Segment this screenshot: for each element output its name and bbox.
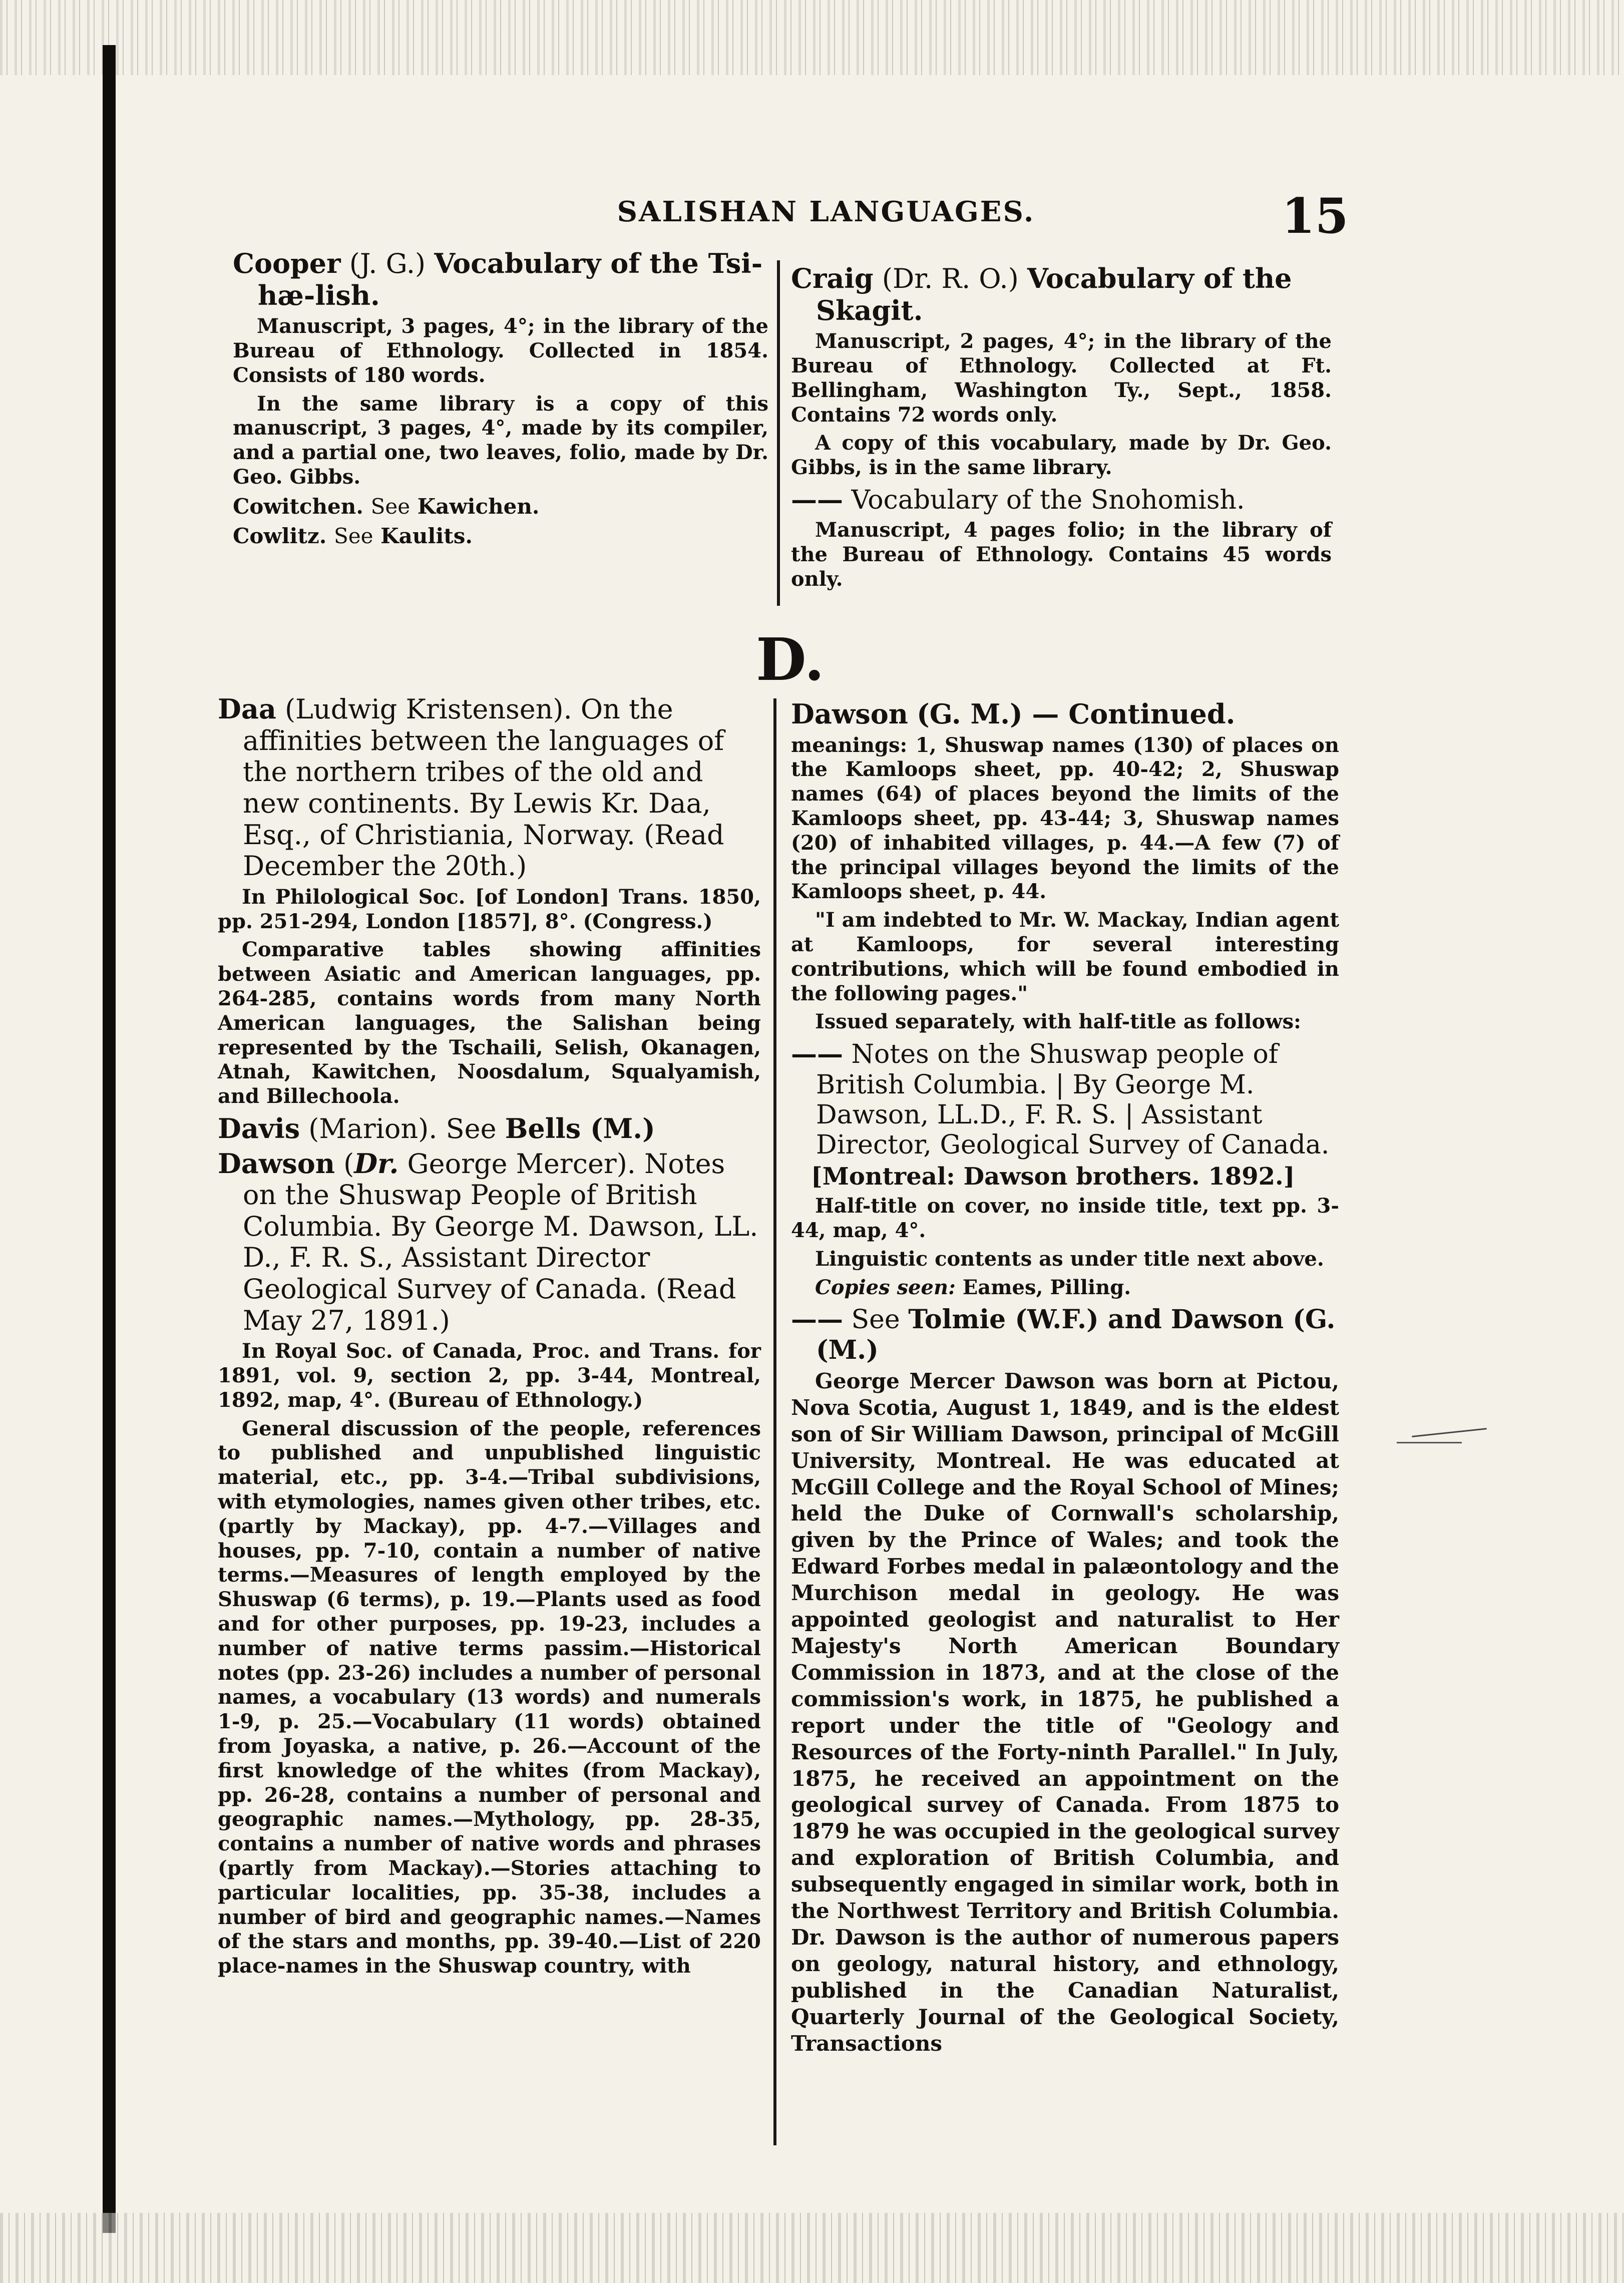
entry-note: Comparative tables showing affinities between Asiatic and American languages, pp. 264-285, contains words from many North American languages, the Salishan being represented by the Tschaili, Selish, Okanagen, Atnah, Kawitchen, Noosdalum, Squalyamish, and Billechoola. [218,938,761,1108]
entry-paren: ( [343,1148,354,1180]
copies-seen [791,1276,1339,1300]
imprint: [Montreal: Dawson brothers. 1892.] [811,1163,1295,1191]
xref-see: See [334,523,373,548]
xref-see: See [370,494,411,519]
copies-label: Copies seen: [815,1275,956,1299]
xref-target: Kawichen. [417,494,540,519]
entry-note: General discussion of the people, references to published and unpublished linguistic material, etc., pp. 3-4.—Tribal subdivisions, with etymologies, names given other tribes, etc. (partly by Mackay), pp. 4-7.—Villages and houses, pp. 7-10, contain a number of native terms.—Measures of length employed by the Shuswap (6 terms), p. 19.—Plants used as food and for other purposes, pp. 19-23, includes a number of native terms passim.—Historical notes (pp. 23-26) includes a number of personal names, a vocabulary (13 words) and numerals 1-9, p. 25.—Vocabulary (11 words) obtained from Joyaska, a native, p. 26.—Account of the first knowledge of the whites (from Mackay), pp. 26-28, contains a number of personal and geographic names.—Mythology, pp. 28-35, contains a number of native words and phrases (partly from Mackay).—Stories attaching to particular localities, pp. 35-38, includes a number of bird and geographic names.—Names of the stars and months, pp. 39-40.—List of 220 place-names in the Shuswap country, with [218,1416,761,1978]
entry-author: Davis [218,1112,300,1145]
entry-second-title: —— Vocabulary of the Snohomish. [791,485,1245,516]
section-letter: D. [756,626,825,694]
entry-author: Dawson [218,1147,335,1180]
continued-label: (G. M.) — Continued. [917,698,1236,730]
entry-dawson-continued [791,698,1339,730]
scan-mark [1397,1442,1462,1443]
cross-reference [233,495,768,519]
entry-note: Manuscript, 2 pages, 4°; in the library of the Bureau of Ethnology. Collected at Ft. Bellingham, Washington Ty., Sept., 1858. Contains 72 words only. [791,329,1332,427]
entry-author: Dawson [791,698,908,730]
entry-note: Manuscript, 4 pages folio; in the library of the Bureau of Ethnology. Contains 45 words only. [791,518,1332,591]
entry-cooper [233,248,768,311]
cross-reference [233,524,768,549]
see-also-line: —— See Tolmie (W.F.) and Dawson (G. (M.) [791,1304,1336,1365]
entry-davis [218,1113,761,1145]
entry-title: Vocabulary of the Tsi-hæ-lish. [258,247,763,311]
xref-target: Kaulits. [380,523,473,548]
see-target: Tolmie (W.F.) and Dawson (G. (M.) [816,1304,1336,1365]
running-head: SALISHAN LANGUAGES. [617,195,1035,228]
entry-note: Linguistic contents as under title next above. [815,1247,1324,1271]
xref-term: Cowitchen. [233,494,363,519]
entry-dr: Dr. [354,1147,399,1180]
top-left-column [233,248,768,551]
entry-craig [791,263,1332,326]
entry-note: Issued separately, with half-title as follows: [815,1010,1301,1034]
separate-title-text: Notes on the Shuswap people of British Columbia. | By George M. Dawson, LL.D., F. R. S. | Assistant Director, Geological Survey of Canada. [816,1039,1330,1161]
column-divider-top [777,260,780,606]
xref-see: See [446,1112,497,1145]
entry-dawson [218,1148,761,1337]
entry-initials: (Marion). [308,1112,438,1145]
bottom-left-column [218,693,761,1983]
binding-edge [103,45,116,2233]
copies-value: Eames, Pilling. [962,1275,1131,1299]
scan-noise-top [0,0,1624,75]
entry-daa [218,693,761,882]
entry-initials: (Dr. R. O.) [882,263,1019,294]
separate-issue-title: —— Notes on the Shuswap people of British Columbia. | By George M. Dawson, LL.D., F. R. S. | Assistant Director, Geological Survey of Canada. [791,1039,1330,1161]
scan-noise-bottom [0,2213,1624,2283]
entry-title: (Ludwig Kristensen). On the affinities between the languages of the northern tribes of the old and new continents. By Lewis Kr. Daa, Esq., of Christiania, Norway. (Read December the 20th.) [243,693,724,882]
entry-note: In Royal Soc. of Canada, Proc. and Trans. for 1891, vol. 9, section 2, pp. 3-44, Montreal, 1892, map, 4°. (Bureau of Ethnology.) [218,1339,761,1412]
entry-initials: (J. G.) [349,248,426,279]
biography: George Mercer Dawson was born at Pictou, Nova Scotia, August 1, 1849, and is the eldest son of Sir William Dawson, principal of McGill University, Montreal. He was educated at McGill College and the Royal School of Mines; held the Duke of Cornwall's scholarship, given by the Prince of Wales; and took the Edward Forbes medal in palæontology and the Murchison medal in geology. He was appointed geologist and naturalist to Her Majesty's North American Boundary Commission in 1873, and at the close of the commission's work, in 1875, he published a report under the title of "Geology and Resources of the Forty-ninth Parallel." In July, 1875, he received an appointment on the geological survey of Canada. From 1875 to 1879 he was occupied in the geological survey and exploration of British Columbia, and subsequently engaged in similar work, both in the Northwest Territory and British Columbia. Dr. Dawson is the author of numerous papers on geology, natural history, and ethnology, published in the Canadian Naturalist, Quarterly Journal of the Geological Society, Transactions [791,1368,1339,2056]
entry-author: Cooper [233,247,341,279]
page-number: 15 [1282,188,1349,244]
scan-mark [1412,1428,1486,1437]
xref-target: Bells (M.) [505,1112,655,1145]
entry-note: In the same library is a copy of this manuscript, 3 pages, 4°, made by its compiler, and a partial one, two leaves, folio, made by Dr. Geo. Gibbs. [233,392,768,489]
entry-author: Daa [218,693,276,725]
top-right-column [791,263,1332,596]
entry-note: "I am indebted to Mr. W. Mackay, Indian agent at Kamloops, for several interesting contributions, which will be found embodied in the following pages." [791,908,1339,1005]
second-title-text: Vocabulary of the Snohomish. [851,485,1245,516]
entry-note: Half-title on cover, no inside title, text pp. 3-44, map, 4°. [791,1194,1339,1242]
entry-note: A copy of this vocabulary, made by Dr. Geo. Gibbs, is in the same library. [791,431,1332,480]
entry-note: Manuscript, 3 pages, 4°; in the library of the Bureau of Ethnology. Collected in 1854. Consists of 180 words. [233,314,768,387]
entry-note: meanings: 1, Shuswap names (130) of places on the Kamloops sheet, pp. 40-42; 2, Shuswap names (64) of places beyond the limits of the Kamloops sheet, pp. 43-44; 3, Shuswap names (20) of inhabited villages, p. 44.—A few (7) of the principal villages beyond the limits of the Kamloops sheet, p. 44. [791,733,1339,904]
column-divider-bottom [773,698,776,2145]
entry-author: Craig [791,262,874,294]
entry-title: Vocabulary of the Skagit. [816,262,1292,326]
bottom-right-column [791,698,1339,2057]
entry-title: George Mercer). Notes on the Shuswap People of British Columbia. By George M. Dawson, LL. D., F. R. S., Assistant Director Geological Survey of Canada. (Read May 27, 1891.) [243,1148,758,1336]
entry-note: In Philological Soc. [of London] Trans. 1850, pp. 251-294, London [1857], 8°. (Congress.) [218,885,761,933]
xref-term: Cowlitz. [233,523,327,548]
see-label: See [851,1305,900,1335]
